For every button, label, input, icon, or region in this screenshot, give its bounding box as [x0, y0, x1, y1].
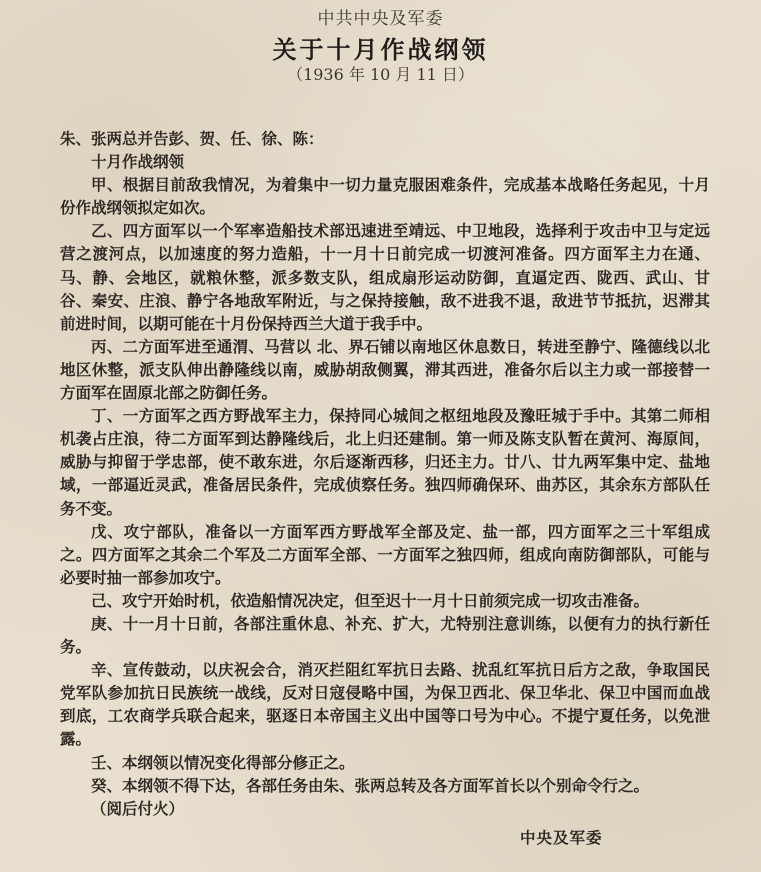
- document-body: [60, 128, 710, 821]
- paragraph-geng: 庚、十一月十日前，各部注重休息、补充、扩大，尤特别注意训练，以便有力的执行新任务。: [60, 614, 710, 657]
- signature: 中央及军委: [520, 829, 603, 847]
- paragraph-gui: 癸、本纲领不得下达，各部任务由朱、张两总转及各方面军首长以个别命令行之。: [91, 776, 650, 795]
- addressee-line: 朱、张两总并告彭、贺、任、徐、陈：: [60, 130, 324, 148]
- paragraph-bing: 丙、二方面军进至通渭、马营以 北、界石铺以南地区休息数日，转进至静宁、隆德线以北地区休整，派支队伸出静隆线以南，威胁胡敌侧翼，滞其西进，准备尔后以主力或一部接替一方面军在固原北部之防御任务。: [60, 337, 710, 403]
- paragraph-ding: 丁、一方面军之西方野战军主力，保持同心城间之枢纽地段及豫旺城于手中。其第二师相机袭占庄浪，待二方面军到达静隆线后，北上归还建制。第一师及陈支队暂在黄河、海原间，威胁与抑留于学忠部，使不敢东进，尔后逐渐西移，归还主力。廿八、廿九两军集中定、盐地域，一部逼近灵武，准备居民条件，完成侦察任务。独四师确保环、曲苏区，其余东方部队任务不变。: [60, 407, 710, 518]
- issuing-organization: 中共中央及军委: [317, 9, 444, 29]
- paragraph-ren: 壬、本纲领以情况变化得部分修正之。: [91, 753, 355, 772]
- paragraph-xin: 辛、宣传鼓动，以庆祝会合，消灭拦阻红军抗日去路、扰乱红军抗日后方之敌，争取国民党军队参加抗日民族统一战线，反对日寇侵略中国，为保卫西北、保卫华北、保卫中国而血战到底，工农商学兵联合起来，驱逐日本帝国主义出中国等口号为中心。不提宁夏任务，以免泄露。: [60, 661, 710, 749]
- paragraph-ji: 己、攻宁开始时机，依造船情况决定，但至迟十一月十日前须完成一切攻击准备。: [91, 591, 650, 610]
- paragraph-wu: 戊、攻宁部队，准备以一方面军西方野战军全部及定、盐一部，四方面军之三十军组成之。四方面军之其余二个军及二方面军全部、一方面军之独四师，组成向南防御部队，可能与必要时抽一部参加攻宁。: [60, 522, 710, 587]
- document-date: （1936 年 10 月 11 日）: [287, 65, 474, 84]
- paragraph-yi: 乙、四方面军以一个军率造船技术部迅速进至靖远、中卫地段，选择利于攻击中卫与定远营之渡河点，以加速度的努力造船，十一月十日前完成一切渡河准备。四方面军主力在通、马、静、会地区，就粮休整，派多数支队，组成扇形运动防御，直逼定西、陇西、武山、甘谷、秦安、庄浪、静宁各地敌军附近，与之保持接触，敌不进我不退，敌进节节抵抗，迟滞其前进时间，以期可能在十月份保持西兰大道于我手中。: [60, 222, 710, 333]
- burn-after-reading-note: （阅后付火）: [91, 799, 185, 818]
- paragraph-jia: 甲、根据目前敌我情况，为着集中一切力量克服困难条件，完成基本战略任务起见，十月份作战纲领拟定如次。: [60, 176, 710, 218]
- document-title: 关于十月作战纲领: [272, 36, 489, 64]
- section-subtitle: 十月作战纲领: [91, 153, 185, 172]
